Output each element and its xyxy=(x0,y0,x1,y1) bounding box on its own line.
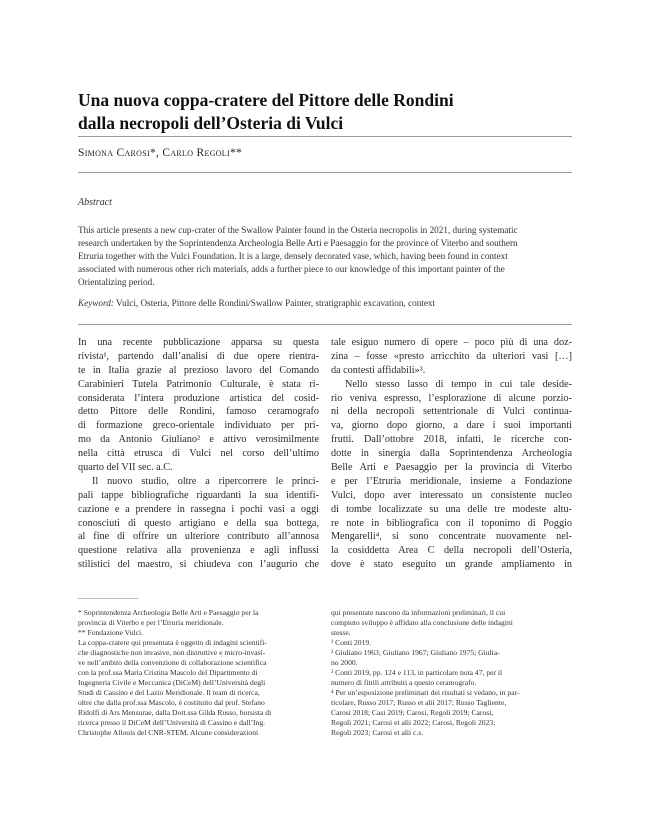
body-line: dove è stato eseguito un grande ampliamento in xyxy=(331,559,572,571)
abstract-text xyxy=(78,224,572,289)
body-line: detto Pittore delle Rondini, famoso ceramografo xyxy=(78,406,319,418)
article-title xyxy=(78,89,578,135)
abstract-label: Abstract xyxy=(78,197,112,208)
keywords-label: Keyword: xyxy=(78,298,114,308)
footnote-line: compiuto sviluppo è affidato alla conclusione delle indagini xyxy=(331,618,513,627)
keywords-list: Vulci, Osteria, Pittore delle Rondini/Swallow Painter, stratigraphic excavation, context xyxy=(113,298,436,308)
footnote-line: oltre che dalla prof.ssa Mascolo, è costituito dal prof. Stefano xyxy=(78,698,265,707)
body-line: cazione e a prendere in rassegna i pochi vasi a oggi xyxy=(78,503,319,515)
footnote-line: ³ Conti 2019, pp. 124 e 113, in particolare nota 47, per il xyxy=(331,668,503,677)
footnote-line: ² Giuliano 1963; Giuliano 1967; Giuliano 1975; Giulia- xyxy=(331,648,500,657)
title-line: dalla necropoli dell’Osteria di Vulci xyxy=(78,113,344,133)
footnote-line: Regoli 2023; Carosi et alii c.s. xyxy=(331,728,424,737)
body-line: Il nuovo studio, oltre a ripercorrere le princi- xyxy=(92,475,319,487)
body-line: di tombe localizzate su una delle tre modeste altu- xyxy=(331,503,572,515)
body-line: Mengarelli⁴, si sono concentrate nuovamente nel- xyxy=(331,531,572,543)
footnote-line: Ridolfi di Ars Mensurae, dalla Dott.ssa Gilda Russo, borsista di xyxy=(78,708,272,717)
body-line: nella città etrusca di Vulci nel corso dell’ultimo xyxy=(78,448,319,460)
abstract-line: associated with numerous other rich materials, adds a further piece to our knowledge of this important painter of the xyxy=(78,264,505,274)
body-line: mo da Antonio Giuliano² e attivo verosimilmente xyxy=(78,434,319,446)
body-line: pali tappe bibliografiche riguardanti la sua identifi- xyxy=(78,489,319,501)
body-line: Carabinieri Tutela Patrimonio Culturale, è stata ri- xyxy=(78,378,319,390)
title-line: Una nuova coppa-cratere del Pittore delle Rondini xyxy=(78,90,454,110)
footnote-rule xyxy=(78,598,138,599)
abstract-line: research undertaken by the Soprintendenza Archeologia Belle Arti e Paesaggio for the province of Viterbo and southern xyxy=(78,238,518,248)
body-line: Belle Arti e Paesaggio per la provincia di Viterbo xyxy=(331,462,572,474)
body-line: e per l’Etruria meridionale, insieme a Fondazione xyxy=(331,475,572,487)
body-line: ni della necropoli settentrionale di Vulci continua- xyxy=(331,406,572,418)
footnote-line: Ingegneria Civile e Meccanica (DiCeM) dell’Università degli xyxy=(78,678,266,687)
body-line: da contesti affidabili»³. xyxy=(331,364,426,376)
footnote-line: qui presentate nascono da informazioni preliminari, il cui xyxy=(331,608,506,617)
body-line: Nello stesso lasso di tempo in cui tale deside- xyxy=(345,378,572,390)
footnote-line: stesse. xyxy=(331,628,351,637)
footnote-line: La coppa-cratere qui presentata è oggetto di indagini scientifi- xyxy=(78,638,267,647)
footnote-line: no 2000. xyxy=(331,658,358,667)
body-line: al fine di offrire un ulteriore contributo all’annosa xyxy=(78,531,319,543)
abstract-line: This article presents a new cup-crater of the Swallow Painter found in the Osteria necropolis in 2021, during systematic xyxy=(78,225,518,235)
body-column-left xyxy=(78,336,319,572)
footnote-line: ⁴ Per un’esposizione preliminari dei risultati si vedano, in par- xyxy=(331,688,520,697)
body-line: tale esiguo numero di opere – poco più di una doz- xyxy=(331,337,572,348)
footnote-line: ve nell’ambito della convenzione di collaborazione scientifica xyxy=(78,658,267,667)
footnote-line: numero di fittili attribuiti a questo ceramografo. xyxy=(331,678,477,687)
footnote-line: Christophe Allouis del CNR-STEM. Alcune considerazioni xyxy=(78,728,259,737)
body-line: dotte in sinergia dalla Soprintendenza Archeologia xyxy=(331,448,572,460)
body-line: di formazione greco-orientale individuato per pri- xyxy=(78,420,319,432)
abstract-line: Etruria together with the Vulci Foundation. It is a large, densely decorated vase, which, having been found in context xyxy=(78,251,508,261)
body-line: In una recente pubblicazione apparsa su questa xyxy=(78,337,319,348)
footnote-line: Studi di Cassino e del Lazio Meridionale. Il team di ricerca, xyxy=(78,688,260,697)
body-line: rio veniva espresso, l’esplorazione di alcune porzio- xyxy=(331,392,572,404)
body-line: stilistici del maestro, si chiudeva con l’augurio che xyxy=(78,559,319,571)
body-line: va, giorno dopo giorno, a dare i suoi importanti xyxy=(331,420,572,432)
footnote-line: ** Fondazione Vulci. xyxy=(78,628,143,637)
abstract-rule xyxy=(78,324,572,325)
body-line: la cosiddetta Area C della necropoli dell’Osteria, xyxy=(331,545,572,557)
footnote-line: * Soprintendenza Archeologia Belle Arti e Paesaggio per la xyxy=(78,608,259,617)
body-line: te in Italia grazie al prezioso lavoro del Comando xyxy=(78,364,319,376)
abstract-line: Orientalizing period. xyxy=(78,277,155,287)
body-line: considerata l’intera produzione artistica del cosid- xyxy=(78,392,319,404)
body-line: rivista¹, partendo dall’analisi di due opere rientra- xyxy=(78,350,319,362)
body-line: questione relativa alla provenienza e agli influssi xyxy=(78,545,319,557)
footnotes-left xyxy=(78,608,319,738)
body-line: re note in bibliografica con il toponimo di Poggio xyxy=(331,517,572,529)
footnote-line: provincia di Viterbo e per l’Etruria meridionale. xyxy=(78,618,224,627)
footnote-line: Carosi 2018; Casi 2019; Carosi, Regoli 2019; Carosi, xyxy=(331,708,494,717)
authors-rule xyxy=(78,172,572,173)
footnote-line: ¹ Conti 2019. xyxy=(331,638,372,647)
footnote-line: che diagnostiche non invasive, non distruttive e micro-invasi- xyxy=(78,648,266,657)
footnote-line: con la prof.ssa Maria Cristina Mascolo del Dipartimento di xyxy=(78,668,258,677)
keywords xyxy=(78,297,572,310)
title-rule xyxy=(78,136,572,137)
body-line: quarto del VII sec. a.C. xyxy=(78,462,173,474)
body-line: conosciuti di questo artigiano e della sua bottega, xyxy=(78,517,319,529)
body-line: zina – fosse «presto arricchito da ulteriori vasi […] xyxy=(331,350,572,362)
body-line: frutti. Dall’ottobre 2018, infatti, le ricerche con- xyxy=(331,434,572,446)
authors: Simona Carosi*, Carlo Regoli** xyxy=(78,147,243,159)
footnote-line: ricerca presso il DiCeM dell’Università di Cassino e dall’Ing. xyxy=(78,718,266,727)
footnote-line: ticolare, Russo 2017; Russo et alii 2017; Russo Tagliente, xyxy=(331,698,507,707)
body-line: Vulci, dopo aver interessato un consistente nucleo xyxy=(331,489,572,501)
footnote-line: Regoli 2021; Carosi et alii 2022; Carosi, Regoli 2023; xyxy=(331,718,496,727)
footnotes-right xyxy=(331,608,572,738)
body-column-right xyxy=(331,336,572,572)
